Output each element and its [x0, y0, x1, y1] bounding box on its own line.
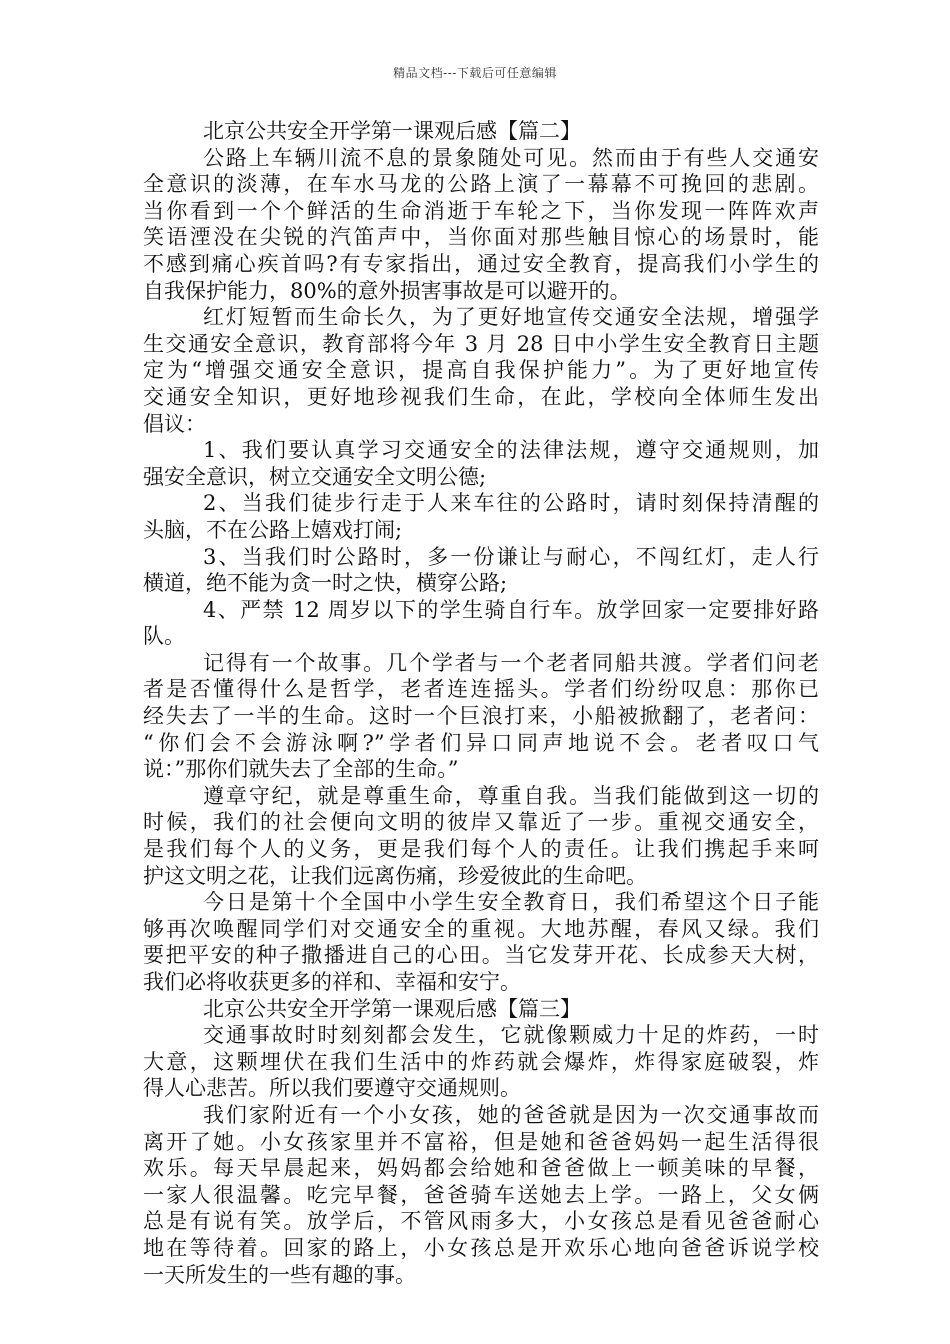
text-line: 4、严禁 12 周岁以下的学生骑自行车。放学回家一定要排好路: [203, 597, 819, 622]
text-line: 大意，这颗埋伏在我们生活中的炸药就会爆炸，炸得家庭破裂，炸: [143, 1049, 819, 1074]
text-line: 记得有一个故事。几个学者与一个老者同船共渡。学者们问老: [203, 650, 819, 675]
text-line: 今日是第十个全国中小学生安全教育日，我们希望这个日子能: [203, 890, 819, 915]
text-line: 红灯短暂而生命长久，为了更好地宣传交通安全法规，增强学: [203, 305, 819, 330]
text-line: 定为“增强交通安全意识，提高自我保护能力”。为了更好地宣传: [143, 358, 819, 383]
text-line: 公路上车辆川流不息的景象随处可见。然而由于有些人交通安: [203, 145, 819, 170]
text-line: 一天所发生的一些有趣的事。: [143, 1262, 416, 1287]
text-line: 自我保护能力，80%的意外损害事故是可以避开的。: [143, 278, 631, 303]
text-line: 3、当我们时公路时，多一份谦让与耐心，不闯红灯，走人行: [203, 544, 819, 569]
text-line: 护这文明之花，让我们远离伤痛，珍爱彼此的生命吧。: [143, 863, 647, 888]
text-line: 我们家附近有一个小女孩，她的爸爸就是因为一次交通事故而: [203, 1102, 819, 1127]
text-line: 当你看到一个个鲜活的生命消逝于车轮之下，当你发现一阵阵欢声: [143, 198, 819, 223]
document-body: [143, 118, 819, 1288]
text-line: 1、我们要认真学习交通安全的法律法规，遵守交通规则，加: [203, 438, 819, 463]
text-line: 遵章守纪，就是尊重生命，尊重自我。当我们能做到这一切的: [203, 783, 819, 808]
text-line: “你们会不会游泳啊?”学者们异口同声地说不会。老者叹口气: [143, 730, 819, 755]
text-line: 要把平安的种子撒播进自己的心田。当它发芽开花、长成参天大树，: [143, 943, 819, 968]
text-line: 者是否懂得什么是哲学，老者连连摇头。学者们纷纷叹息：那你已: [143, 677, 819, 702]
text-line: 时候，我们的社会便向文明的彼岸又靠近了一步。重视交通安全，: [143, 810, 819, 835]
text-line: 2、当我们徒步行走于人来车往的公路时，请时刻保持清醒的: [203, 491, 819, 516]
text-line: 得人心悲苦。所以我们要遵守交通规则。: [143, 1076, 521, 1101]
text-line: 队。: [143, 624, 185, 649]
text-line: 北京公共安全开学第一课观后感【篇二】: [203, 119, 581, 143]
text-line: 够再次唤醒同学们对交通安全的重视。大地苏醒，春风又绿。我们: [143, 916, 819, 941]
text-line: 不感到痛心疾首吗?有专家指出，通过安全教育，提高我们小学生的: [143, 251, 819, 276]
text-line: 说：”那你们就失去了全部的生命。”: [143, 757, 459, 782]
text-line: 生交通安全意识，教育部将今年 3 月 28 日中小学生安全教育日主题: [143, 331, 819, 356]
text-line: 头脑，不在公路上嬉戏打闹;: [143, 517, 403, 542]
text-line: 总是有说有笑。放学后，不管风雨多大，小女孩总是看见爸爸耐心: [143, 1209, 819, 1234]
text-line: 笑语湮没在尖锐的汽笛声中，当你面对那些触目惊心的场景时，能: [143, 225, 819, 250]
text-line: 交通安全知识，更好地珍视我们生命，在此，学校向全体师生发出: [143, 384, 819, 409]
text-line: 横道，绝不能为贪一时之快，横穿公路;: [143, 571, 508, 596]
text-line: 一家人很温馨。吃完早餐，爸爸骑车送她去上学。一路上，父女俩: [143, 1182, 819, 1207]
text-line: 全意识的淡薄，在车水马龙的公路上演了一幕幕不可挽回的悲剧。: [143, 172, 819, 197]
text-line: 是我们每个人的义务，更是我们每个人的责任。让我们携起手来呵: [143, 837, 819, 862]
text-line: 交通事故时时刻刻都会发生，它就像颗威力十足的炸药，一时: [203, 1023, 819, 1048]
text-line: 我们必将收获更多的祥和、幸福和安宁。: [143, 970, 521, 994]
text-line: 经失去了一半的生命。这时一个巨浪打来，小船被掀翻了，老者问：: [143, 704, 819, 729]
text-line: 地在等待着。回家的路上，小女孩总是开欢乐心地向爸爸诉说学校: [143, 1235, 819, 1260]
page-header: 精品文档---下载后可任意编辑: [393, 66, 557, 80]
text-line: 北京公共安全开学第一课观后感【篇三】: [203, 996, 581, 1021]
text-line: 强安全意识，树立交通安全文明公德;: [143, 464, 487, 489]
text-line: 欢乐。每天早晨起来，妈妈都会给她和爸爸做上一顿美味的早餐，: [143, 1156, 819, 1181]
text-line: 离开了她。小女孩家里并不富裕，但是她和爸爸妈妈一起生活得很: [143, 1129, 819, 1154]
text-line: 倡议：: [143, 411, 206, 436]
